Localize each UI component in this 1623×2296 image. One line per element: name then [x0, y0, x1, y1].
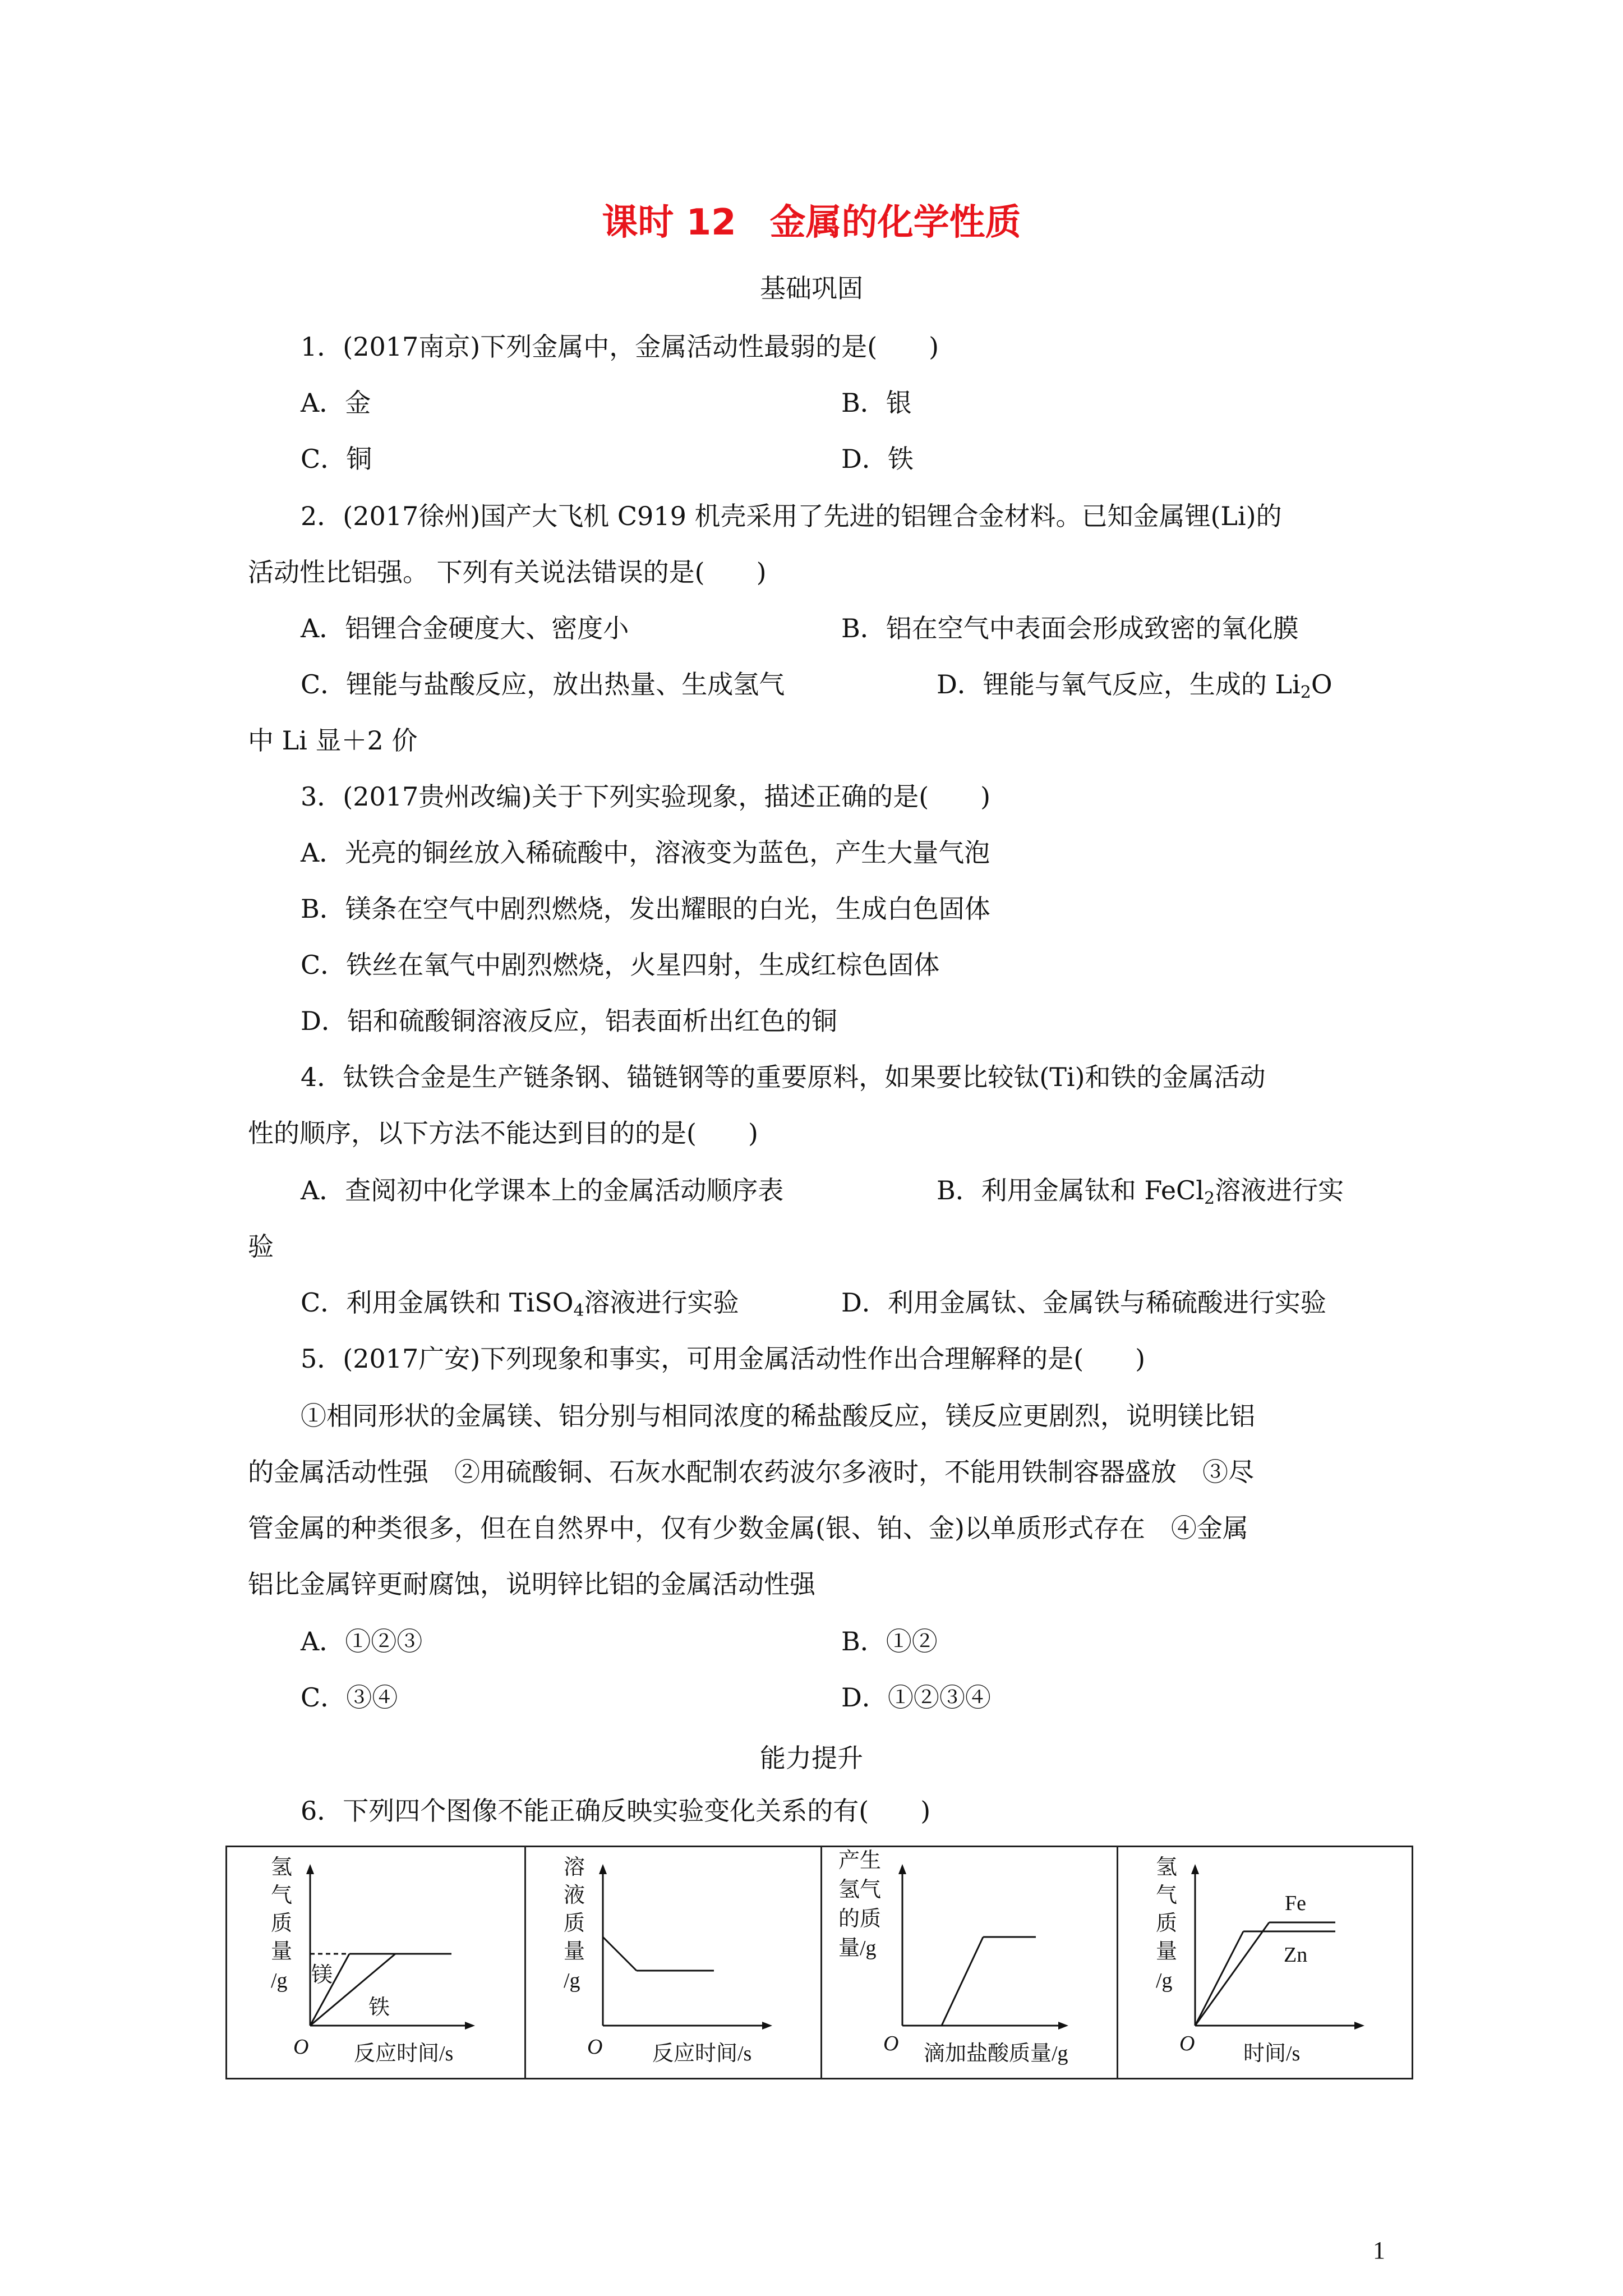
- graph-3-x-arrow: [1058, 2022, 1068, 2030]
- q4-option-b: [937, 1174, 1344, 1207]
- q4-option-c-tail: 溶液进行实验: [584, 1287, 739, 1318]
- graph-2-ylabel-4: /g: [564, 1969, 580, 1993]
- lesson-number: 课时 12: [602, 202, 736, 243]
- graph-1-svg: [227, 1847, 524, 2078]
- q4-stem-line1: 4．钛铁合金是生产链条钢、锚链钢等的重要原料，如果要比较钛(Ti)和铁的金属活动: [301, 1062, 1266, 1092]
- graph-4-series-fe: Fe: [1285, 1892, 1306, 1915]
- q3-option-d: D．铝和硫酸铜溶液反应，铝表面析出红色的铜: [301, 1006, 837, 1036]
- q2-option-c: C．锂能与盐酸反应，放出热量、生成氢气: [301, 669, 785, 700]
- graph-2-xlabel: 反应时间/s: [652, 2042, 752, 2065]
- graph-1-x-arrow: [465, 2022, 475, 2030]
- q1-option-b: B．银: [841, 388, 912, 418]
- q3-stem: 3．(2017贵州改编)关于下列实验现象，描述正确的是( ): [301, 781, 991, 812]
- q1-option-d: D．铁: [841, 444, 914, 474]
- graph-2-y-arrow: [599, 1864, 607, 1874]
- graph-1-y-arrow: [306, 1864, 314, 1874]
- graph-2-origin: O: [587, 2035, 603, 2059]
- graph-4-line-fe: [1195, 1922, 1269, 2026]
- graph-1-ylabel-3: 量: [271, 1940, 293, 1963]
- q2-option-d-subscript: 2: [1300, 683, 1311, 702]
- graph-3-ylabel: [838, 1849, 881, 1960]
- graph-4-origin: O: [1179, 2032, 1195, 2055]
- q4-option-c-subscript: 4: [573, 1301, 584, 1320]
- q5-body-line3: 管金属的种类很多，但在自然界中，仅有少数金属(银、铂、金)以单质形式存在 ④金属: [248, 1513, 1248, 1543]
- q5-body-line1: ①相同形状的金属镁、铝分别与相同浓度的稀盐酸反应，镁反应更剧烈，说明镁比铝: [301, 1401, 1255, 1431]
- graph-2-ylabel-2: 质: [564, 1912, 585, 1935]
- lesson-topic: 金属的化学性质: [769, 202, 1021, 243]
- q5-body-line2: 的金属活动性强 ②用硫酸铜、石灰水配制农药波尔多液时，不能用铁制容器盛放 ③尽: [248, 1457, 1254, 1487]
- graph-1-ylabel-0: 氢: [271, 1856, 293, 1879]
- q2-option-d-text: D．锂能与氧气反应，生成的 Li: [937, 669, 1301, 700]
- q3-option-a: A．光亮的铜丝放入稀硫酸中，溶液变为蓝色，产生大量气泡: [301, 838, 990, 868]
- graph-4-line-zn: [1195, 1931, 1243, 2026]
- graph-4-ylabel-3: 量: [1156, 1940, 1178, 1963]
- q4-option-b-text: B．利用金属钛和 FeCl: [937, 1175, 1204, 1205]
- graph-1-ylabel-4: /g: [271, 1969, 288, 1993]
- q4-option-b-continued: 验: [248, 1231, 274, 1262]
- graph-2-ylabel-0: 溶: [564, 1856, 585, 1879]
- graph-4-y-arrow: [1191, 1864, 1199, 1874]
- graph-1: [227, 1847, 526, 2078]
- graph-2-x-arrow: [762, 2022, 772, 2030]
- q1-option-a: A．金: [301, 388, 371, 418]
- q4-option-b-tail: 溶液进行实: [1215, 1175, 1344, 1205]
- section-heading-advanced: 能力提升: [760, 1743, 863, 1773]
- graph-1-origin: O: [293, 2035, 309, 2059]
- q6-stem: 6．下列四个图像不能正确反映实验变化关系的有( ): [301, 1796, 931, 1826]
- graph-3-svg: [820, 1847, 1117, 2078]
- q1-option-c: C．铜: [301, 444, 372, 474]
- graph-3-y-arrow: [898, 1864, 906, 1874]
- q5-body-line4: 铝比金属锌更耐腐蚀，说明锌比铝的金属活动性强: [248, 1569, 815, 1599]
- graph-4-ylabel: [1156, 1856, 1177, 1993]
- q5-option-b: B．①②: [841, 1626, 938, 1657]
- graph-4-ylabel-4: /g: [1156, 1969, 1173, 1993]
- q4-option-a: A．查阅初中化学课本上的金属活动顺序表: [301, 1175, 784, 1205]
- graph-3-ylabel-0: 产生: [838, 1849, 882, 1872]
- graph-2-decline: [603, 1937, 637, 1971]
- graph-2-ylabel-1: 液: [564, 1884, 585, 1907]
- q4-option-c: [301, 1286, 739, 1319]
- q5-option-d: D．①②③④: [841, 1682, 991, 1713]
- q4-option-c-text: C．利用金属铁和 TiSO: [301, 1287, 574, 1318]
- q5-option-a: A．①②③: [301, 1626, 423, 1657]
- graph-2-ylabel-3: 量: [564, 1940, 585, 1963]
- q2-option-d-continued: 中 Li 显＋2 价: [248, 725, 418, 756]
- graph-3: [820, 1847, 1118, 2078]
- q5-option-c: C．③④: [301, 1682, 398, 1713]
- q2-stem-line1: 2．(2017徐州)国产大飞机 C919 机壳采用了先进的铝锂合金材料。已知金属锂(Li)的: [301, 501, 1282, 531]
- graph-3-ylabel-3: 量/g: [838, 1936, 877, 1960]
- graph-2: [524, 1847, 822, 2078]
- section-heading-basic: 基础巩固: [760, 273, 863, 303]
- graph-4-x-arrow: [1354, 2022, 1364, 2030]
- graph-4-svg: [1117, 1847, 1412, 2078]
- graph-4-ylabel-2: 质: [1156, 1912, 1178, 1935]
- q2-option-d-tail: O: [1311, 669, 1332, 700]
- graph-2-svg: [524, 1847, 820, 2078]
- q4-option-b-subscript: 2: [1204, 1189, 1215, 1208]
- graph-1-xlabel: 反应时间/s: [354, 2042, 454, 2065]
- q2-stem-line2: 活动性比铝强。 下列有关说法错误的是( ): [248, 557, 767, 587]
- graph-4-series-zn: Zn: [1284, 1943, 1308, 1967]
- graph-1-ylabel-1: 气: [271, 1884, 293, 1907]
- graph-3-xlabel: 滴加盐酸质量/g: [924, 2042, 1068, 2065]
- graph-1-series-fe: 铁: [368, 1996, 390, 2019]
- graph-1-ylabel-2: 质: [271, 1912, 293, 1935]
- q2-option-d: [937, 668, 1332, 701]
- q5-stem: 5．(2017广安)下列现象和事实，可用金属活动性作出合理解释的是( ): [301, 1343, 1146, 1374]
- q4-stem-line2: 性的顺序，以下方法不能达到目的的是( ): [248, 1118, 758, 1148]
- graph-3-rise: [942, 1937, 983, 2026]
- graph-2-ylabel: [564, 1856, 585, 1993]
- page-number: 1: [1373, 2237, 1385, 2264]
- graph-4-ylabel-0: 氢: [1156, 1856, 1178, 1879]
- graph-3-ylabel-1: 氢气: [838, 1878, 882, 1902]
- graph-4-xlabel: 时间/s: [1243, 2042, 1301, 2065]
- q4-option-d: D．利用金属钛、金属铁与稀硫酸进行实验: [841, 1287, 1326, 1318]
- q2-option-a: A．铝锂合金硬度大、密度小: [301, 613, 629, 643]
- graph-3-origin: O: [883, 2032, 899, 2055]
- graph-4: [1117, 1847, 1412, 2078]
- graph-4-ylabel-1: 气: [1156, 1884, 1178, 1907]
- q3-option-c: C．铁丝在氧气中剧烈燃烧，火星四射，生成红棕色固体: [301, 950, 940, 980]
- q1-stem: 1．(2017南京)下列金属中，金属活动性最弱的是( ): [301, 332, 939, 362]
- q2-option-b: B．铝在空气中表面会形成致密的氧化膜: [841, 613, 1299, 643]
- graph-3-ylabel-2: 的质: [838, 1907, 882, 1931]
- graph-1-series-mg: 镁: [311, 1963, 333, 1987]
- graph-table: [225, 1846, 1413, 2079]
- q3-option-b: B．镁条在空气中剧烈燃烧，发出耀眼的白光，生成白色固体: [301, 894, 990, 924]
- graph-1-ylabel: [271, 1856, 292, 1993]
- page-title: [0, 194, 1623, 245]
